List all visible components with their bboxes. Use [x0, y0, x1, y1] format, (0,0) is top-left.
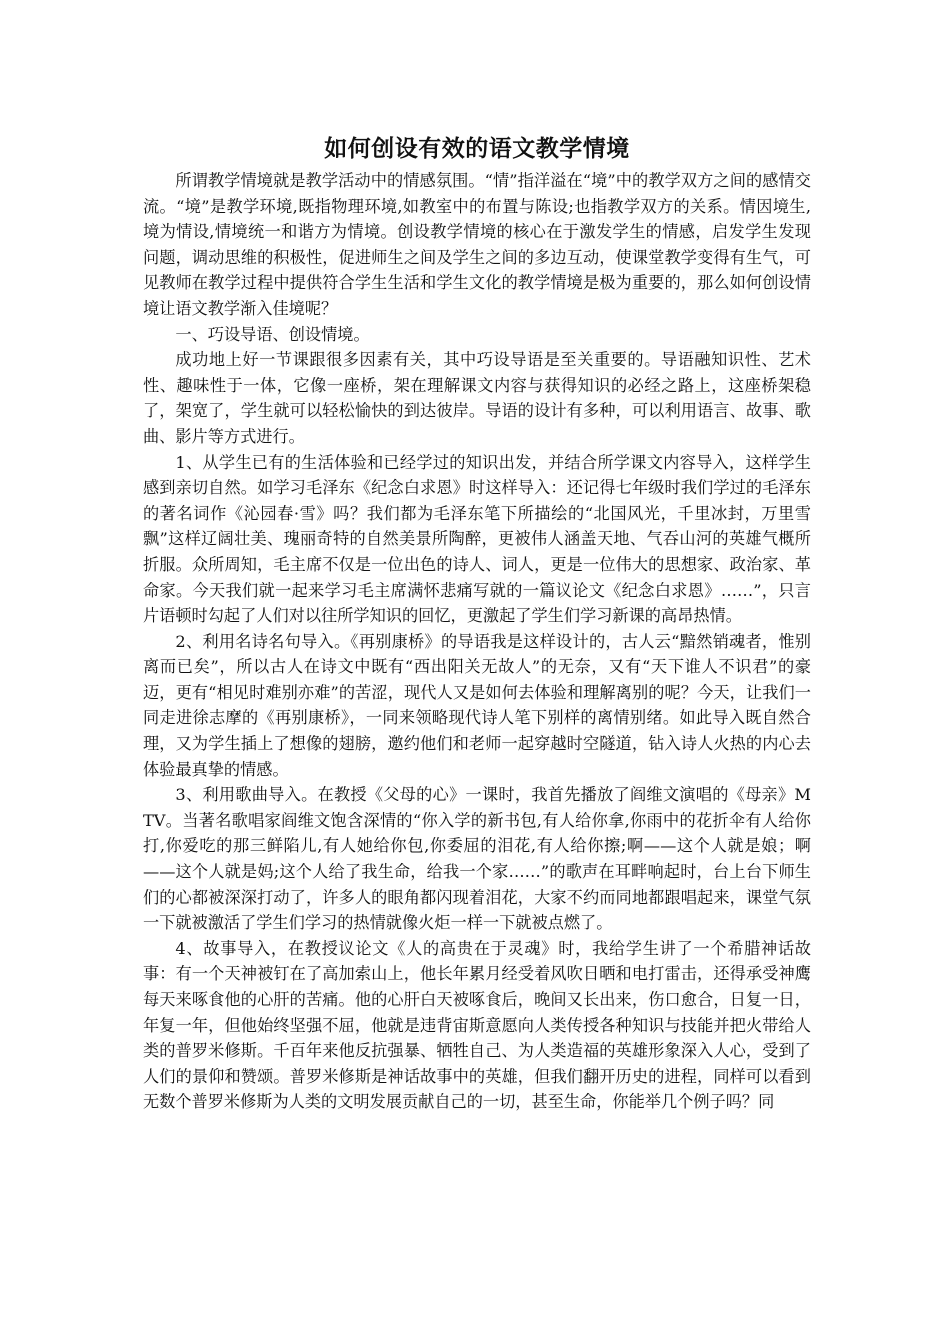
paragraph-method-2: 2、利用名诗名句导入。《再别康桥》的导语我是这样设计的，古人云“黯然销魂者，惟别离而已矣”，所以古人在诗文中既有“西出阳关无故人”的无奈，又有“天下谁人不识君”的豪迈，更有“相见时难别亦难”的苦涩，现代人又是如何去体验和理解离别的呢？今天，让我们一同走进徐志摩的《再别康桥》，一同来领略现代诗人笔下别样的离情别绪。如此导入既自然合理，又为学生插上了想像的翅膀，邀约他们和老师一起穿越时空隧道，钻入诗人火热的内心去体验最真挚的情感。	[143, 631, 811, 779]
document-text	[143, 168, 811, 1115]
paragraph-method-1: 1、从学生已有的生活体验和已经学过的知识出发，并结合所学课文内容导入，这样学生感到亲切自然。如学习毛泽东《纪念白求恩》时这样导入：还记得七年级时我们学过的毛泽东的著名词作《沁园春·雪》吗？我们都为毛泽东笔下所描绘的“北国风光，千里冰封，万里雪飘”这样辽阔壮美、瑰丽奇特的自然美景所陶醉，更被伟人涵盖天地、气吞山河的英雄气概所折服。众所周知，毛主席不仅是一位出色的诗人、词人，更是一位伟大的思想家、政治家、革命家。今天我们就一起来学习毛主席满怀悲痛写就的一篇议论文《纪念白求恩》……”，只言片语顿时勾起了人们对以往所学知识的回忆，更激起了学生们学习新课的高昂热情。	[143, 452, 811, 626]
document-body	[143, 134, 811, 1115]
paragraph-intro: 所谓教学情境就是教学活动中的情感氛围。“情”指洋溢在“境”中的教学双方之间的感情交流。“境”是教学环境,既指物理环境,如教室中的布置与陈设;也指教学双方的关系。情因境生,境为情设,情境统一和谐方为情境。创设教学情境的核心在于激发学生的情感，启发学生发现问题，调动思维的积极性，促进师生之间及学生之间的多边互动，使课堂教学变得有生气，可见教师在教学过程中提供符合学生生活和学生文化的教学情境是极为重要的，那么如何创设情境让语文教学渐入佳境呢？	[143, 171, 811, 318]
paragraph-method-3: 3、利用歌曲导入。在教授《父母的心》一课时，我首先播放了阎维文演唱的《母亲》MTV。当著名歌唱家阎维文饱含深情的“你入学的新书包,有人给你拿,你雨中的花折伞有人给你打,你爱吃的那三鲜陷儿,有人她给你包,你委屈的泪花,有人给你擦;啊——这个人就是娘；啊——这个人就是妈;这个人给了我生命，给我一个家……”的歌声在耳畔响起时，台上台下师生们的心都被深深打动了，许多人的眼角都闪现着泪花，大家不约而同地都跟唱起来，课堂气氛一下就被激活了学生们学习的热情就像火炬一样一下就被点燃了。	[143, 785, 811, 933]
paragraph-section-1-overview: 成功地上好一节课跟很多因素有关，其中巧设导语是至关重要的。导语融知识性、艺术性、趣味性于一体，它像一座桥，架在理解课文内容与获得知识的必经之路上，这座桥架稳了，架宽了，学生就可以轻松愉快的到达彼岸。导语的设计有多种，可以利用语言、故事、歌曲、影片等方式进行。	[143, 350, 811, 446]
paragraph-method-4: 4、故事导入，在教授议论文《人的高贵在于灵魂》时，我给学生讲了一个希腊神话故事：有一个天神被钉在了高加索山上，他长年累月经受着风吹日晒和电打雷击，还得承受神鹰每天来啄食他的心肝的苦痛。他的心肝白天被啄食后，晚间又长出来，伤口愈合，日复一日，年复一年，但他始终坚强不屈，他就是违背宙斯意愿向人类传授各种知识与技能并把火带给人类的普罗米修斯。千百年来他反抗强暴、牺牲自己、为人类造福的英雄形象深入人心，受到了人们的景仰和赞颂。普罗米修斯是神话故事中的英雄，但我们翻开历史的进程，同样可以看到无数个普罗米修斯为人类的文明发展贡献自己的一切，甚至生命，你能举几个例子吗？同	[143, 938, 811, 1112]
section-heading-1: 一、巧设导语、创设情境。	[175, 324, 370, 344]
document-title: 如何创设有效的语文教学情境	[324, 135, 630, 162]
